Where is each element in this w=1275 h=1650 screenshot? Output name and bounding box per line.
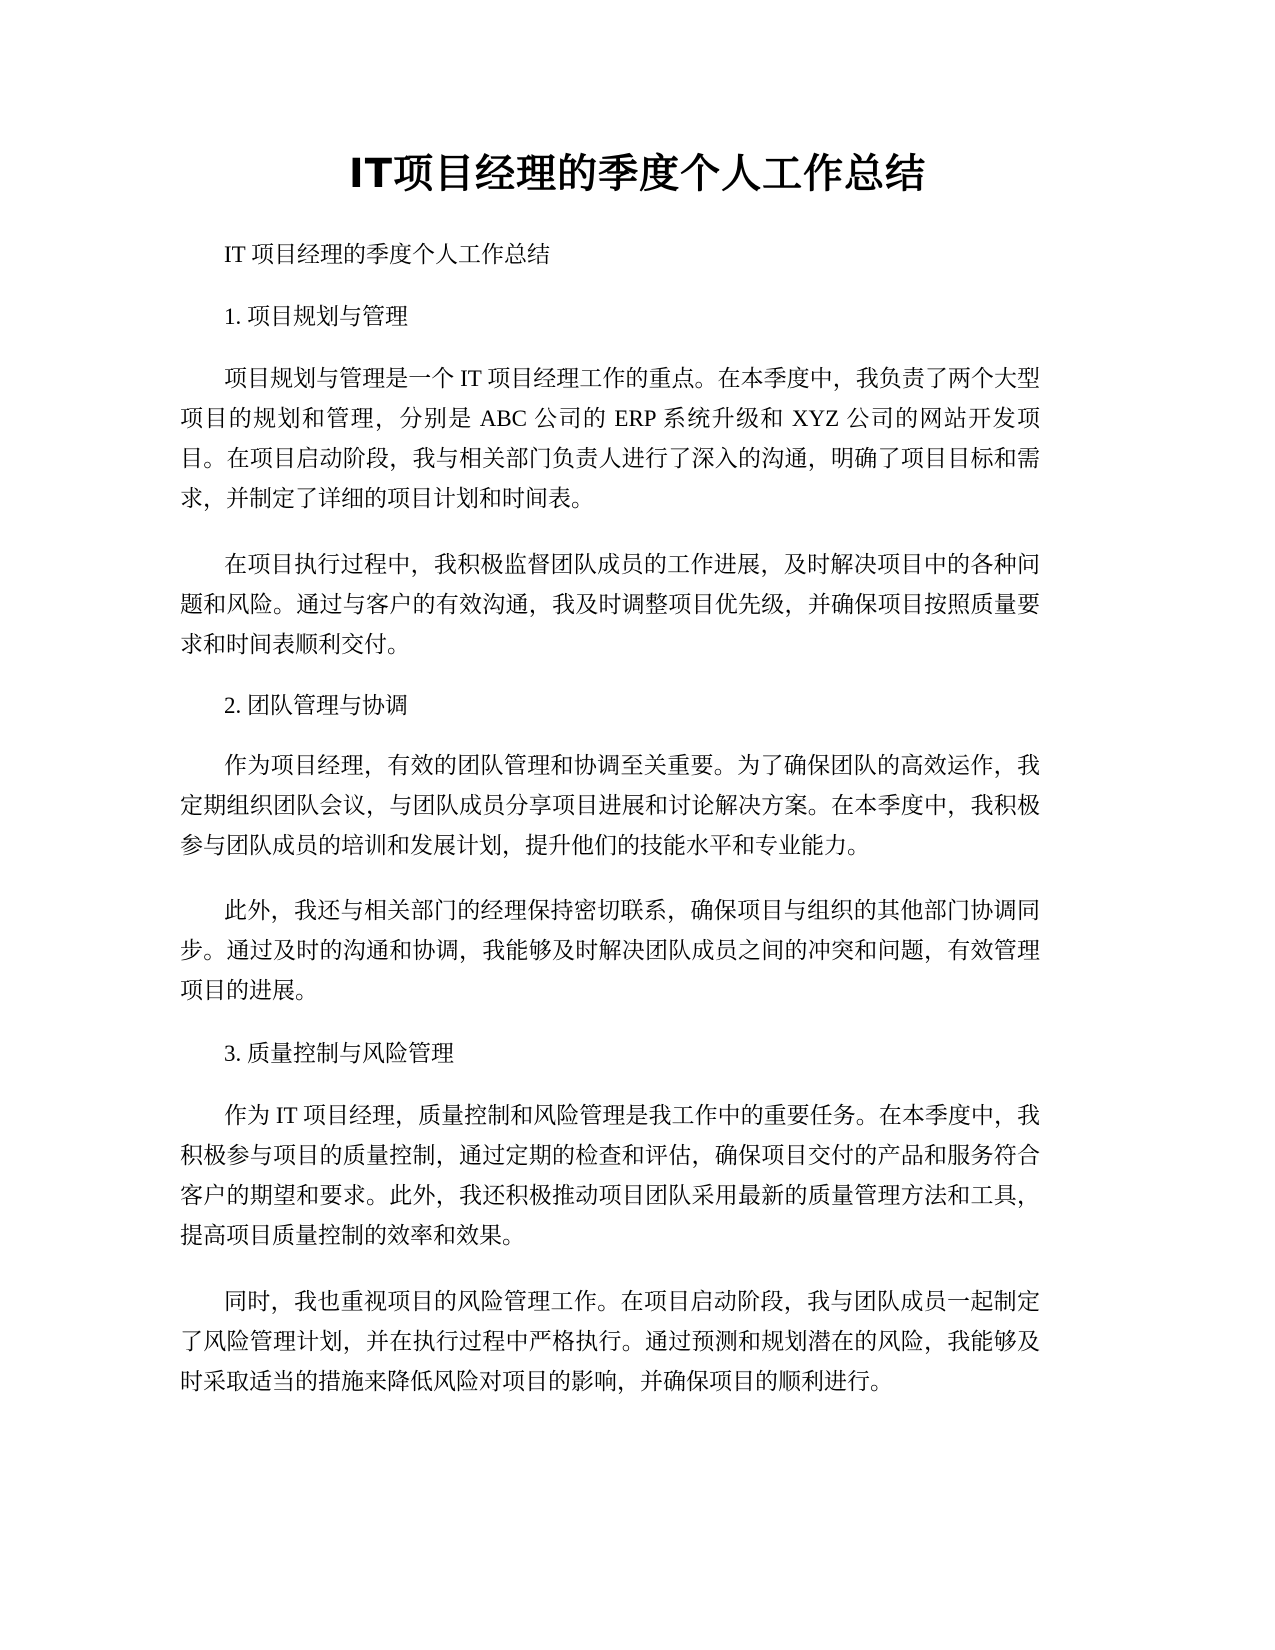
paragraph-planning-2: 在项目执行过程中，我积极监督团队成员的工作进展，及时解决项目中的各种问题和风险。通过与客户的有效沟通，我及时调整项目优先级，并确保项目按照质量要求和时间表顺利交付。	[180, 552, 1040, 657]
section-heading-planning: 1. 项目规划与管理	[224, 304, 408, 329]
paragraph-quality-1: 作为 IT 项目经理，质量控制和风险管理是我工作中的重要任务。在本季度中，我积极参与项目的质量控制，通过定期的检查和评估，确保项目交付的产品和服务符合客户的期望和要求。此外，我还积极推动项目团队采用最新的质量管理方法和工具，提高项目质量控制的效率和效果。	[180, 1103, 1040, 1248]
paragraph-quality-2: 同时，我也重视项目的风险管理工作。在项目启动阶段，我与团队成员一起制定了风险管理计划，并在执行过程中严格执行。通过预测和规划潜在的风险，我能够及时采取适当的措施来降低风险对项目的影响，并确保项目的顺利进行。	[180, 1289, 1040, 1394]
paragraph-planning-1: 项目规划与管理是一个 IT 项目经理工作的重点。在本季度中，我负责了两个大型项目的规划和管理，分别是 ABC 公司的 ERP 系统升级和 XYZ 公司的网站开发项目。在项目启动阶段，我与相关部门负责人进行了深入的沟通，明确了项目目标和需求，并制定了详细的项目计划和时间表。	[180, 366, 1040, 511]
paragraph-team-2: 此外，我还与相关部门的经理保持密切联系，确保项目与组织的其他部门协调同步。通过及时的沟通和协调，我能够及时解决团队成员之间的冲突和问题，有效管理项目的进展。	[180, 898, 1040, 1003]
document-title: IT项目经理的季度个人工作总结	[348, 151, 927, 197]
section-heading-team: 2. 团队管理与协调	[224, 693, 408, 718]
document-subtitle: IT 项目经理的季度个人工作总结	[224, 242, 551, 267]
section-heading-quality: 3. 质量控制与风险管理	[224, 1041, 454, 1066]
paragraph-team-1: 作为项目经理，有效的团队管理和协调至关重要。为了确保团队的高效运作，我定期组织团队会议，与团队成员分享项目进展和讨论解决方案。在本季度中，我积极参与团队成员的培训和发展计划，提升他们的技能水平和专业能力。	[180, 753, 1040, 858]
